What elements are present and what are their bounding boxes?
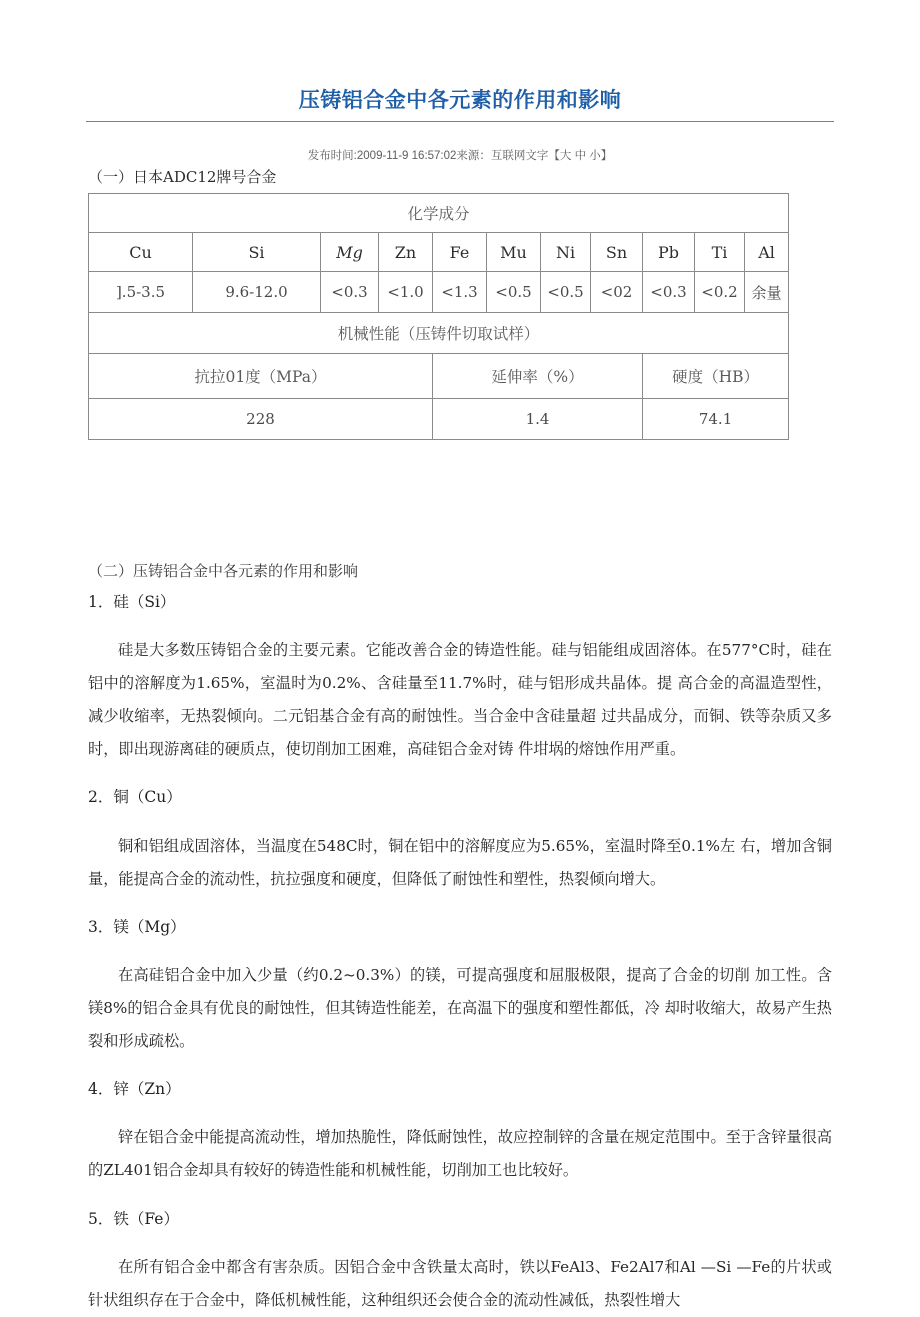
item-heading-si: 1．硅（Si） [88,593,176,611]
element-header-zn: Zn [379,233,433,272]
element-header-al: Al [745,233,789,272]
item-heading-zn: 4．锌（Zn） [88,1080,181,1099]
item-body-mg: 在高硅铝合金中加入少量（约0.2~0.3%）的镁，可提高强度和屈服极限，提高了合金的切削 加工性。含镁8%的铝合金具有优良的耐蚀性，但其铸造性能差，在高温下的强度和塑性都低，冷 却时收缩大，故易产生热裂和形成疏松。 [88,965,832,1050]
body-content [88,556,832,1317]
element-header-ni: Ni [541,233,591,272]
element-header-sn: Sn [591,233,643,272]
table-row [89,194,789,233]
element-value-cu: ].5-3.5 [89,272,193,313]
mech-group-title: 机械性能（压铸件切取试样） [89,313,789,354]
item-heading-cu: 2．铜（Cu） [88,788,182,807]
mech-header-elongation: 延伸率（%） [433,354,643,399]
table-row [89,399,789,440]
element-value-sn: <02 [591,272,643,313]
alloy-spec-table [88,193,789,440]
element-header-fe: Fe [433,233,487,272]
publish-meta-text: 发布时间:2009-11-9 16:57:02来源：互联网文字【大 中 小】 [307,150,613,162]
title-divider [86,121,834,122]
element-value-fe: <1.3 [433,272,487,313]
table-row [89,272,789,313]
mech-value-hardness: 74.1 [643,399,789,440]
item-body-zn: 锌在铝合金中能提高流动性，增加热脆性，降低耐蚀性，故应控制锌的含量在规定范围中。至于含锌量很高的ZL401铝合金却具有较好的铸造性能和机械性能，切削加工也比较好。 [88,1128,832,1180]
item-body-si: 硅是大多数压铸铝合金的主要元素。它能改善合金的铸造性能。硅与铝能组成固溶体。在577°C时，硅在铝中的溶解度为1.65%，室温时为0.2%、含硅量至11.7%时，硅与铝形成共晶体。提 高合金的高温造型性，减少收缩率，无热裂倾向。二元铝基合金有高的耐蚀性。当合金中含硅量超 过共晶成分，而铜、铁等杂质又多时，即出现游离硅的硬质点，使切削加工困难，高硅铝合金对铸 件坩埚的熔蚀作用严重。 [88,641,832,759]
section-two-heading: （二）压铸铝合金中各元素的作用和影响 [88,562,359,580]
mech-value-elongation: 1.4 [433,399,643,440]
table-row [89,313,789,354]
element-value-si: 9.6-12.0 [193,272,321,313]
element-value-mu: <0.5 [487,272,541,313]
element-value-ni: <0.5 [541,272,591,313]
section-one-heading-text: （一）日本ADC12牌号合金 [88,168,277,186]
item-body-cu: 铜和铝组成固溶体，当温度在548C时，铜在铝中的溶解度应为5.65%，室温时降至0.1%左 右，增加含铜量，能提高合金的流动性，抗拉强度和硬度，但降低了耐蚀性和塑性，热裂倾向增大。 [88,836,832,888]
chem-group-title: 化学成分 [89,194,789,233]
page-title: 压铸铝合金中各元素的作用和影响 [298,89,622,112]
element-value-ti: <0.2 [695,272,745,313]
item-heading-mg: 3．镁（Mg） [88,917,186,936]
table-row [89,354,789,399]
item-heading-fe: 5．铁（Fe） [88,1209,179,1228]
table-row [89,233,789,272]
mech-header-tensile: 抗拉01度（MPa） [89,354,433,399]
element-header-cu: Cu [89,233,193,272]
mech-header-hardness: 硬度（HB） [643,354,789,399]
element-header-pb: Pb [643,233,695,272]
element-value-pb: <0.3 [643,272,695,313]
element-header-ti: Ti [695,233,745,272]
element-value-zn: <1.0 [379,272,433,313]
item-body-fe: 在所有铝合金中都含有害杂质。因铝合金中含铁量太高时，铁以FeAl3、Fe2Al7和Al —Si —Fe的片状或针状组织存在于合金中，降低机械性能，这种组织还会使合金的流动性减低，热裂性增大 [88,1257,832,1309]
element-header-si: Si [193,233,321,272]
section-one-heading [88,166,832,188]
mech-value-tensile: 228 [89,399,433,440]
title-block [88,0,832,122]
element-value-al: 余量 [745,272,789,313]
element-header-mg: Mg [321,233,379,272]
element-header-mu: Mu [487,233,541,272]
element-value-mg: <0.3 [321,272,379,313]
publish-meta [88,149,832,164]
